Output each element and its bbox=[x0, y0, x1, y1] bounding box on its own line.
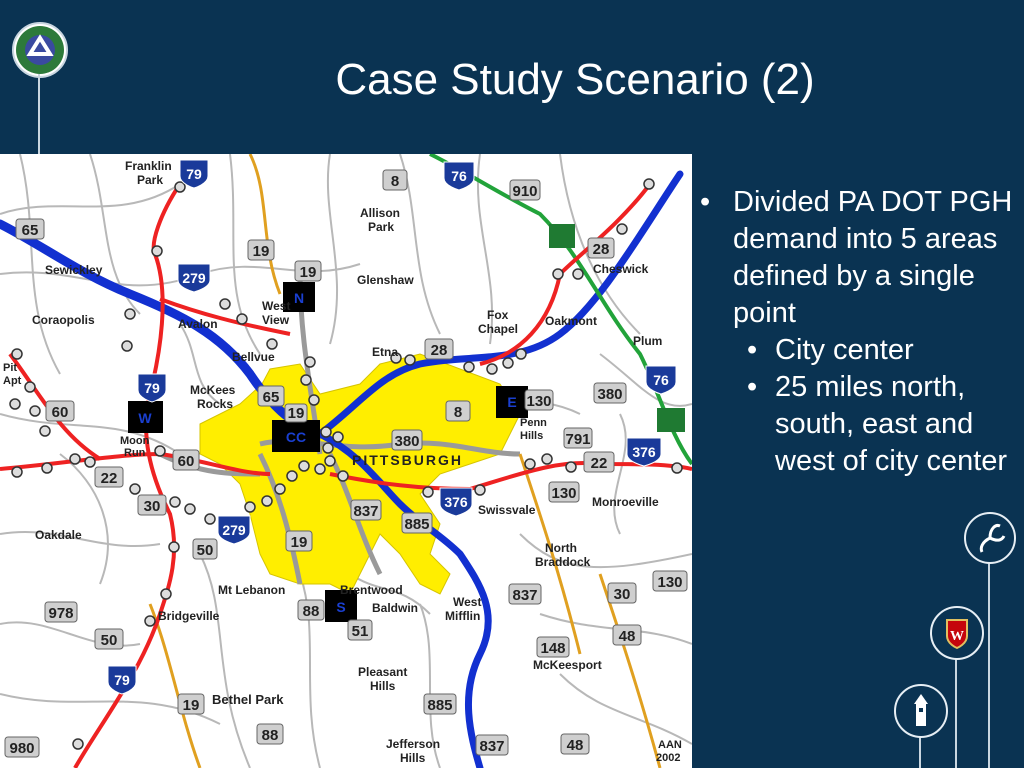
shield-i79-north: 79 bbox=[186, 166, 202, 182]
place-avalon: Avalon bbox=[178, 317, 218, 331]
shield-885: 885 bbox=[404, 516, 430, 533]
bullet-list bbox=[700, 184, 1020, 480]
marker-south-label: S bbox=[336, 599, 346, 615]
place-mckees-rocks-2: Rocks bbox=[197, 397, 234, 411]
shield-60: 60 bbox=[51, 404, 69, 421]
place-jefferson-hills-2: Hills bbox=[400, 751, 426, 765]
shield-978: 978 bbox=[48, 605, 74, 622]
map-credit-line2: 2002 bbox=[656, 752, 681, 764]
shield-837: 837 bbox=[353, 503, 379, 520]
shield-130-c: 130 bbox=[657, 574, 683, 591]
shield-i376-east: 376 bbox=[632, 444, 656, 460]
sub-bullet-text: City center bbox=[775, 334, 914, 366]
sub-bullet-dot-icon: • bbox=[747, 334, 758, 366]
marker-north-label: N bbox=[293, 290, 305, 306]
shield-50-b: 50 bbox=[100, 632, 118, 649]
shield-i279-south: 279 bbox=[222, 522, 246, 538]
shield-50: 50 bbox=[196, 542, 214, 559]
shield-28-etna: 28 bbox=[430, 342, 448, 359]
place-jefferson-hills-1: Jefferson bbox=[386, 737, 441, 751]
place-coraopolis: Coraopolis bbox=[32, 313, 95, 327]
place-mckeesport: McKeesport bbox=[533, 658, 602, 672]
place-cheswick: Cheswick bbox=[593, 262, 649, 276]
shield-19-south: 19 bbox=[290, 534, 308, 551]
shield-8-city: 8 bbox=[453, 404, 463, 421]
slide-title: Case Study Scenario (2) bbox=[335, 55, 815, 104]
shield-148: 148 bbox=[540, 640, 566, 657]
shield-30-b: 30 bbox=[613, 586, 631, 603]
pittsburgh-map bbox=[0, 154, 692, 768]
shield-51: 51 bbox=[351, 623, 369, 640]
shield-22: 22 bbox=[100, 470, 118, 487]
place-north-braddock-1: North bbox=[545, 541, 577, 555]
shield-88: 88 bbox=[302, 603, 320, 620]
triskelion-logo-icon bbox=[964, 512, 1016, 564]
shield-19-bethel: 19 bbox=[182, 697, 200, 714]
place-bethel-park: Bethel Park bbox=[212, 692, 284, 707]
place-oakmont: Oakmont bbox=[545, 314, 598, 328]
shield-48: 48 bbox=[618, 628, 636, 645]
place-etna: Etna bbox=[372, 345, 399, 359]
place-pit-apt-1: Pit bbox=[3, 362, 18, 374]
shield-19-city: 19 bbox=[287, 405, 305, 422]
shield-791: 791 bbox=[565, 431, 591, 448]
place-franklin-park-1: Franklin bbox=[125, 159, 172, 173]
sub-bullet-item bbox=[700, 369, 1020, 480]
bullet-dot-icon: • bbox=[700, 186, 711, 218]
shield-28: 28 bbox=[592, 241, 610, 258]
shield-380: 380 bbox=[597, 386, 623, 403]
shield-30: 30 bbox=[143, 498, 161, 515]
place-west-view-2: View bbox=[262, 313, 290, 327]
place-pleasant-hills-2: Hills bbox=[370, 679, 396, 693]
place-swissvale: Swissvale bbox=[478, 503, 536, 517]
shield-980: 980 bbox=[9, 740, 35, 757]
place-penn-hills-2: Hills bbox=[520, 430, 544, 442]
shield-i76-west: 76 bbox=[451, 168, 467, 184]
place-mckees-rocks-1: McKees bbox=[190, 383, 236, 397]
place-mt-lebanon: Mt Lebanon bbox=[218, 583, 286, 597]
shield-60-b: 60 bbox=[177, 453, 195, 470]
place-brentwood: Brentwood bbox=[340, 583, 403, 597]
place-west-mifflin-1: West bbox=[453, 595, 482, 609]
place-bellvue: Bellvue bbox=[232, 350, 275, 364]
turnpike-sign-west bbox=[549, 224, 575, 248]
shield-65: 65 bbox=[21, 222, 39, 239]
decor-line-right-3 bbox=[919, 736, 921, 768]
sub-bullet-item bbox=[700, 332, 1020, 369]
shield-130: 130 bbox=[526, 393, 552, 410]
shield-885-b: 885 bbox=[427, 697, 453, 714]
shield-88-b: 88 bbox=[261, 727, 279, 744]
shield-i79-south: 79 bbox=[114, 672, 130, 688]
university-crest-icon bbox=[930, 606, 984, 660]
recycle-logo-icon bbox=[12, 22, 68, 78]
place-monroeville: Monroeville bbox=[592, 495, 659, 509]
shield-837-b: 837 bbox=[512, 587, 538, 604]
city-label: PITTSBURGH bbox=[352, 452, 463, 468]
place-sewickley: Sewickley bbox=[45, 263, 103, 277]
sub-bullet-dot-icon: • bbox=[747, 371, 758, 403]
shield-380-city: 380 bbox=[394, 433, 420, 450]
shield-48-b: 48 bbox=[566, 737, 584, 754]
place-moon-run-1: Moon bbox=[120, 435, 150, 447]
bullet-item bbox=[700, 184, 1020, 332]
shield-130-b: 130 bbox=[551, 485, 577, 502]
place-glenshaw: Glenshaw bbox=[357, 273, 414, 287]
place-west-view-1: West bbox=[262, 299, 291, 313]
place-baldwin: Baldwin bbox=[372, 601, 419, 615]
svg-text:W: W bbox=[950, 629, 964, 644]
place-moon-run-2: Run bbox=[124, 447, 146, 459]
marker-west-label: W bbox=[138, 410, 152, 426]
shield-910: 910 bbox=[512, 183, 538, 200]
place-allison-park-1: Allison bbox=[360, 206, 401, 220]
place-penn-hills-1: Penn bbox=[520, 417, 547, 429]
place-west-mifflin-2: Mifflin bbox=[445, 609, 481, 623]
place-bridgeville: Bridgeville bbox=[158, 609, 220, 623]
decor-line-right-2 bbox=[955, 657, 957, 768]
place-allison-park-2: Park bbox=[368, 220, 395, 234]
place-franklin-park-2: Park bbox=[137, 173, 164, 187]
bascom-hall-icon bbox=[894, 684, 948, 738]
shield-65-mckees: 65 bbox=[262, 389, 280, 406]
shield-19-truck: 19 bbox=[299, 264, 317, 281]
shield-i76-east: 76 bbox=[653, 372, 669, 388]
turnpike-sign-east bbox=[657, 408, 685, 432]
place-north-braddock-2: Braddock bbox=[535, 555, 591, 569]
decor-line-right-1 bbox=[988, 562, 990, 768]
map-credit-line1: AAN bbox=[658, 739, 682, 751]
place-fox-chapel-1: Fox bbox=[487, 308, 509, 322]
shield-i376-city: 376 bbox=[444, 494, 468, 510]
place-fox-chapel-2: Chapel bbox=[478, 322, 519, 336]
shield-22-east: 22 bbox=[590, 455, 608, 472]
bullet-text: Divided PA DOT PGH demand into 5 areas defined by a single point bbox=[733, 186, 1013, 329]
shield-i279-north: 279 bbox=[182, 270, 206, 286]
place-plum: Plum bbox=[633, 334, 663, 348]
place-oakdale: Oakdale bbox=[35, 528, 82, 542]
decor-line-left bbox=[38, 74, 40, 154]
shield-837-c: 837 bbox=[479, 738, 505, 755]
shield-8: 8 bbox=[390, 173, 400, 190]
shield-19: 19 bbox=[252, 243, 270, 260]
place-pleasant-hills-1: Pleasant bbox=[358, 665, 408, 679]
marker-east-label: E bbox=[507, 394, 517, 410]
shield-i79-mid: 79 bbox=[144, 380, 160, 396]
marker-center-label: CC bbox=[285, 429, 307, 445]
sub-bullet-text: 25 miles north, south, east and west of city center bbox=[775, 371, 1008, 477]
place-pit-apt-2: Apt bbox=[3, 375, 22, 387]
